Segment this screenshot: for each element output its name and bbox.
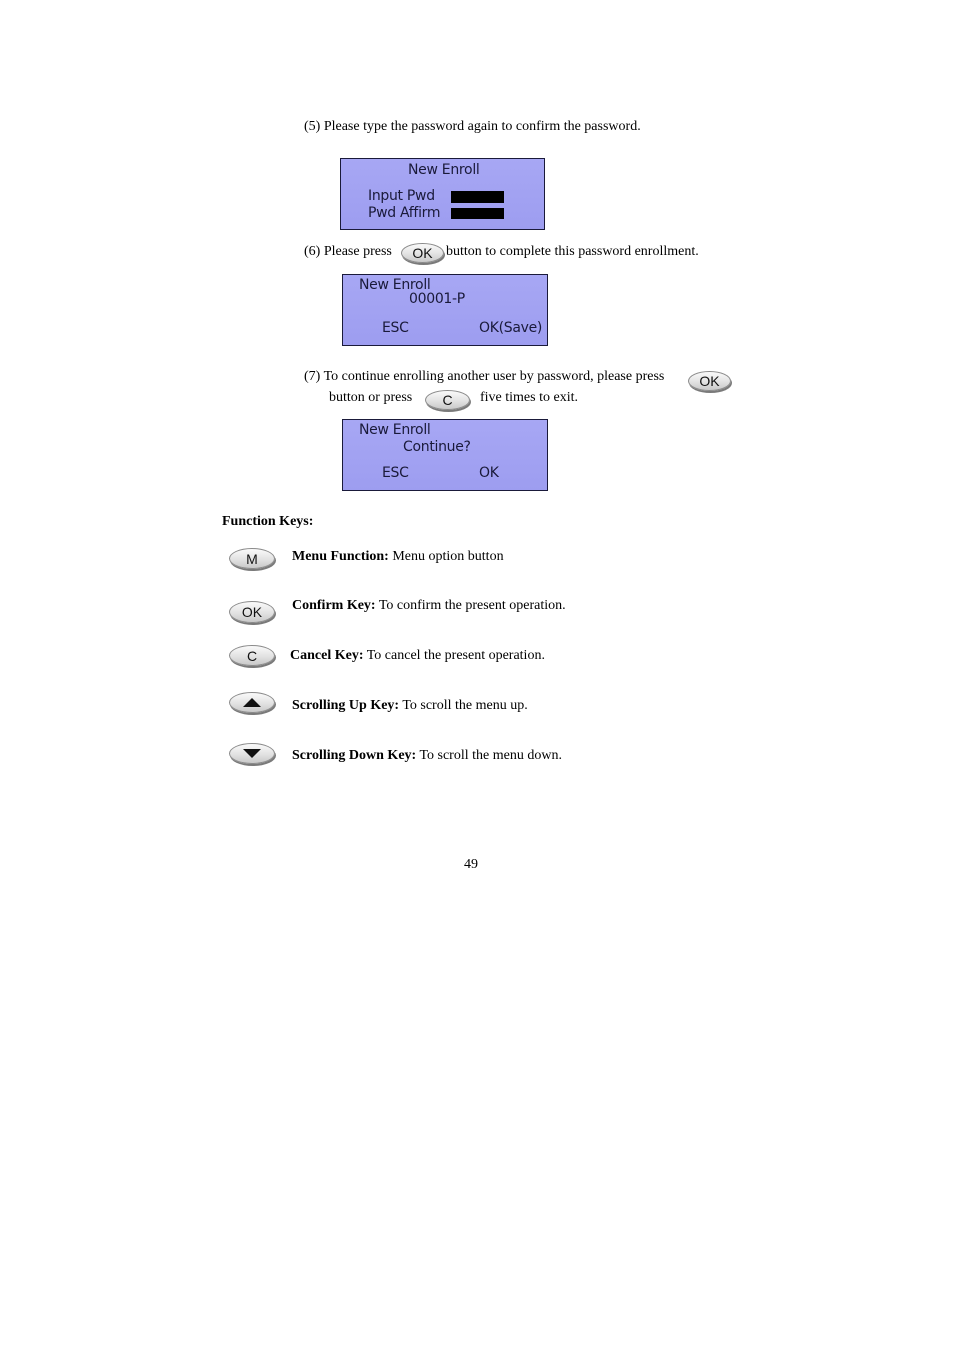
lcd-screen-continue [342,419,548,491]
ok-key-icon: OK [688,371,731,391]
step-7-text-line2b: five times to exit. [480,390,578,405]
lcd-screen-save [342,274,548,346]
function-key-confirm-desc [292,598,566,614]
lcd-title: New Enroll [408,162,480,178]
function-key-text: Menu option button [388,549,504,564]
function-key-label: Cancel Key: [290,648,364,663]
masked-password-affirm-field [451,208,504,219]
masked-password-field [451,191,504,203]
function-key-menu-desc [292,549,504,565]
function-keys-heading: Function Keys: [222,514,314,529]
c-key-icon: C [229,645,275,666]
function-key-text: To scroll the menu down. [416,748,562,763]
lcd-title: New Enroll [359,277,431,293]
function-key-text: To confirm the present operation. [375,598,566,613]
function-key-label: Menu Function: [292,549,389,564]
ok-key-icon: OK [401,243,444,263]
step-6-text-before: (6) Please press [304,244,392,259]
function-key-label: Confirm Key: [292,598,376,613]
step-7-text-line1: (7) To continue enrolling another user by password, please press [304,369,665,384]
function-key-cancel-desc [290,648,545,664]
step-5-text: (5) Please type the password again to confirm the password. [304,119,641,134]
m-key-icon: M [229,548,275,569]
function-key-scroll-down-desc [292,748,562,764]
lcd-pwd-affirm-label: Pwd Affirm [368,205,441,221]
function-key-scroll-up-desc [292,698,528,714]
lcd-title: New Enroll [359,422,431,438]
lcd-continue-question: Continue? [403,439,471,455]
lcd-ok-save-label: OK(Save) [479,320,543,336]
up-arrow-icon [229,692,275,713]
function-key-text: To cancel the present operation. [363,648,545,663]
lcd-input-pwd-label: Input Pwd [368,188,435,204]
lcd-screen-password-confirm [340,158,545,230]
lcd-user-id: 00001-P [409,291,465,307]
function-key-label: Scrolling Up Key: [292,698,400,713]
lcd-esc-label: ESC [382,465,409,481]
lcd-esc-label: ESC [382,320,409,336]
step-7-text-line2a: button or press [329,390,413,405]
down-arrow-icon [229,743,275,764]
c-key-icon: C [425,390,470,410]
function-key-text: To scroll the menu up. [399,698,528,713]
lcd-ok-label: OK [479,465,499,481]
step-6-text-after: button to complete this password enrollment. [446,244,699,259]
page-number: 49 [464,857,478,872]
ok-key-icon: OK [229,601,275,623]
function-key-label: Scrolling Down Key: [292,748,417,763]
